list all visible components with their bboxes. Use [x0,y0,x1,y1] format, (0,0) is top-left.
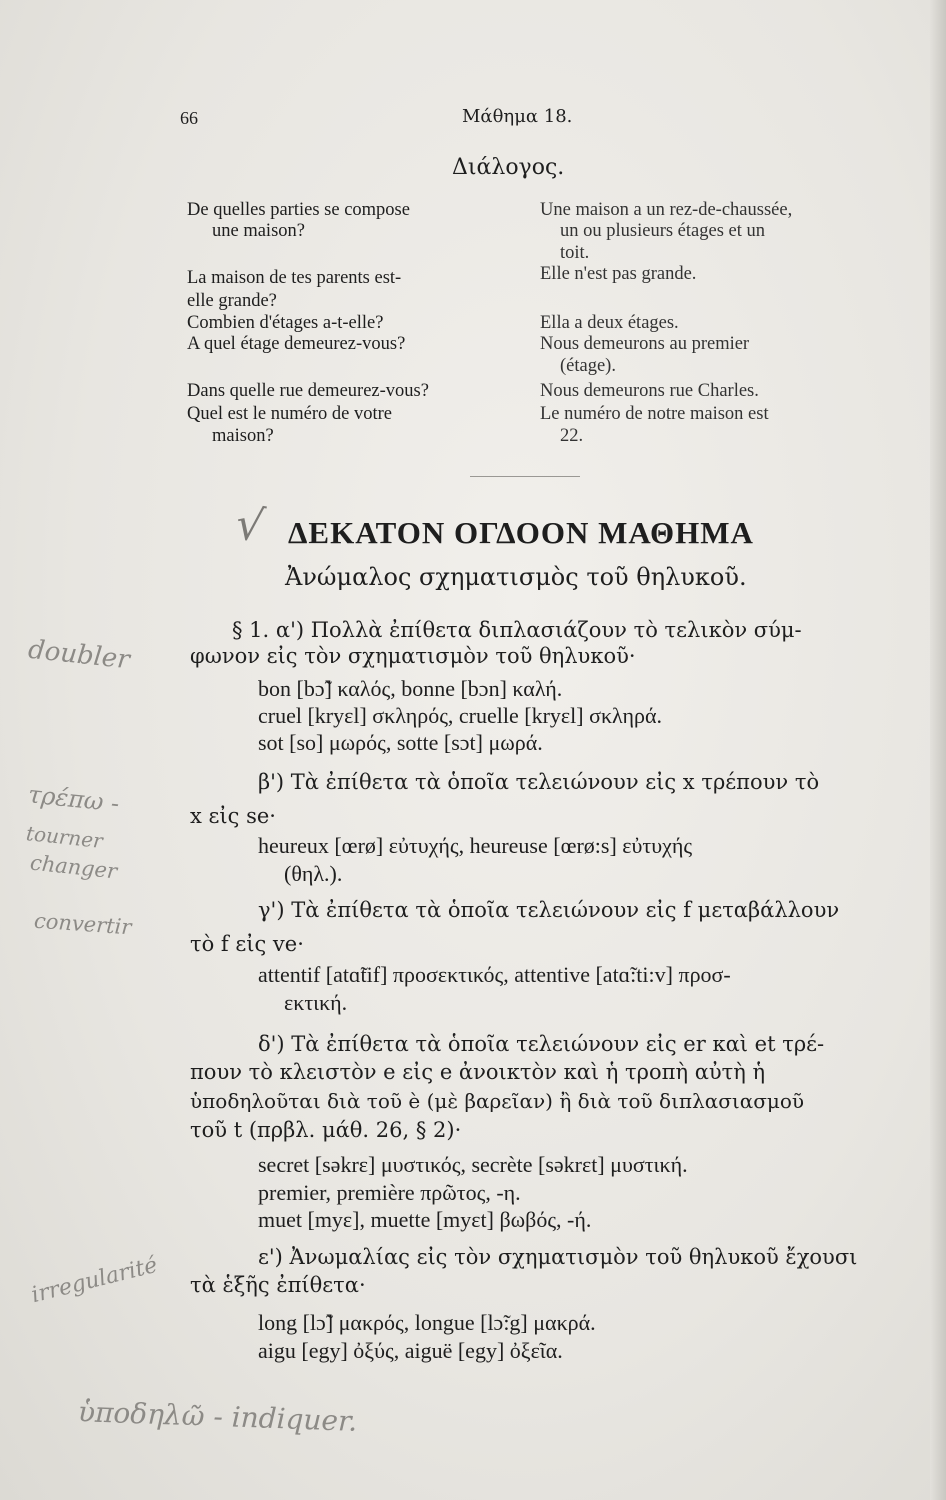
dialogue-answer: Une maison a un rez-de-chaussée, [540,200,793,220]
handwritten-note: convertir [33,908,133,940]
dialogue-question: Quel est le numéro de votre [187,404,392,424]
rule-paragraph: φωνον εἰς τὸν σχηματισμὸν τοῦ θηλυκοῦ· [190,644,636,668]
lesson-title: ΔΕΚΑΤΟΝ ΟΓΔΟΟΝ ΜΑΘΗΜΑ [288,515,754,550]
handwritten-note: tourner [24,821,104,853]
dialogue-answer: Elle n'est pas grande. [540,264,697,284]
handwritten-note: irregularité [28,1252,161,1309]
dialogue-answer: 22. [560,426,584,446]
rule-paragraph: γ') Τὰ ἐπίθετα τὰ ὁποῖα τελειώνουν εἰς f μεταβάλλουν [258,898,840,922]
handwritten-checkmark: √ [232,498,268,553]
rule-paragraph: ὑποδηλοῦται διὰ τοῦ è (μὲ βαρεῖαν) ἢ διὰ τοῦ διπλασιασμοῦ [190,1089,805,1113]
handwritten-note: τρέπω - [26,780,121,818]
dialogue-answer: Ella a deux étages. [540,313,679,333]
rule-paragraph: τὸ f εἰς ve· [190,932,304,956]
rule-paragraph: τοῦ t (πρβλ. μάθ. 26, § 2)· [190,1118,462,1142]
dialogue-question: elle grande? [187,291,277,311]
dialogue-answer: Nous demeurons rue Charles. [540,381,759,401]
rule-paragraph: β') Τὰ ἐπίθετα τὰ ὁποῖα τελειώνουν εἰς x τρέπουν τὸ [258,770,820,794]
dialogue-question: De quelles parties se compose [187,200,410,220]
rule-paragraph: § 1. α') Πολλὰ ἐπίθετα διπλασιάζουν τὸ τελικὸν σύμ- [232,618,802,642]
example-line: (θηλ.). [284,861,343,886]
dialogue-question: A quel étage demeurez-vous? [187,334,406,354]
dialogue-answer: toit. [560,243,590,263]
dialogue-answer: un ou plusieurs étages et un [560,221,765,241]
example-line: secret [səkrɛ] μυστικός, secrète [səkrɛt] μυστική. [258,1152,688,1177]
rule-paragraph: τὰ ἑξῆς ἐπίθετα· [190,1273,366,1297]
running-header: Μάθημα 18. [462,106,573,127]
example-line: cruel [kryɛl] σκληρός, cruelle [kryɛl] σκληρά. [258,703,663,728]
example-line: attentif [atɑ̃tif] προσεκτικός, attentive [atɑ̃:ti:v] προσ- [258,962,731,987]
handwritten-note: ὑποδηλῶ - indiquer. [77,1395,358,1438]
rule-paragraph: ε') Ἀνωμαλίας εἰς τὸν σχηματισμὸν τοῦ θηλυκοῦ ἔχουσι [258,1245,858,1269]
example-line: long [lɔ̃] μακρός, longue [lɔ̃:g] μακρά. [258,1310,596,1335]
example-line: sot [so] μωρός, sotte [sɔt] μωρά. [258,730,543,755]
handwritten-note: changer [28,850,119,884]
dialogue-question: Combien d'étages a-t-elle? [187,313,384,333]
rule-paragraph: πουν τὸ κλειστὸν e εἰς e ἀνοικτὸν καὶ ἡ τροπὴ αὐτὴ ἡ [190,1060,766,1084]
example-line: muet [myɛ], muette [myɛt] βωβός, -ή. [258,1207,592,1232]
rule-paragraph: δ') Τὰ ἐπίθετα τὰ ὁποῖα τελειώνουν εἰς er καὶ et τρέ- [258,1032,825,1056]
lesson-subtitle: Ἀνώμαλος σχηματισμὸς τοῦ θηλυκοῦ. [285,563,747,591]
example-line: εκτική. [284,990,348,1015]
example-line: aigu [egy] ὀξύς, aiguë [egy] ὀξεῖα. [258,1338,563,1363]
dialogue-answer: Nous demeurons au premier [540,334,750,354]
example-line: heureux [œrø] εὐτυχής, heureuse [œrø:s] εὐτυχής [258,833,693,858]
dialogue-answer: (étage). [560,356,616,376]
page-number: 66 [180,108,198,128]
page-edge-shadow [930,0,946,1500]
dialogue-question: La maison de tes parents est- [187,268,402,288]
dialogue-question: une maison? [212,221,305,241]
rule-paragraph: x εἰς se· [190,804,276,828]
dialogue-answer: Le numéro de notre maison est [540,404,769,424]
dialogue-title: Διάλογος. [452,155,565,180]
dialogue-question: maison? [212,426,274,446]
dialogue-question: Dans quelle rue demeurez-vous? [187,381,429,401]
example-line: bon [bɔ̃] καλός, bonne [bɔn] καλή. [258,676,563,701]
example-line: premier, première πρῶτος, -η. [258,1180,521,1205]
section-divider [470,476,580,477]
handwritten-note: doubler [26,634,132,676]
